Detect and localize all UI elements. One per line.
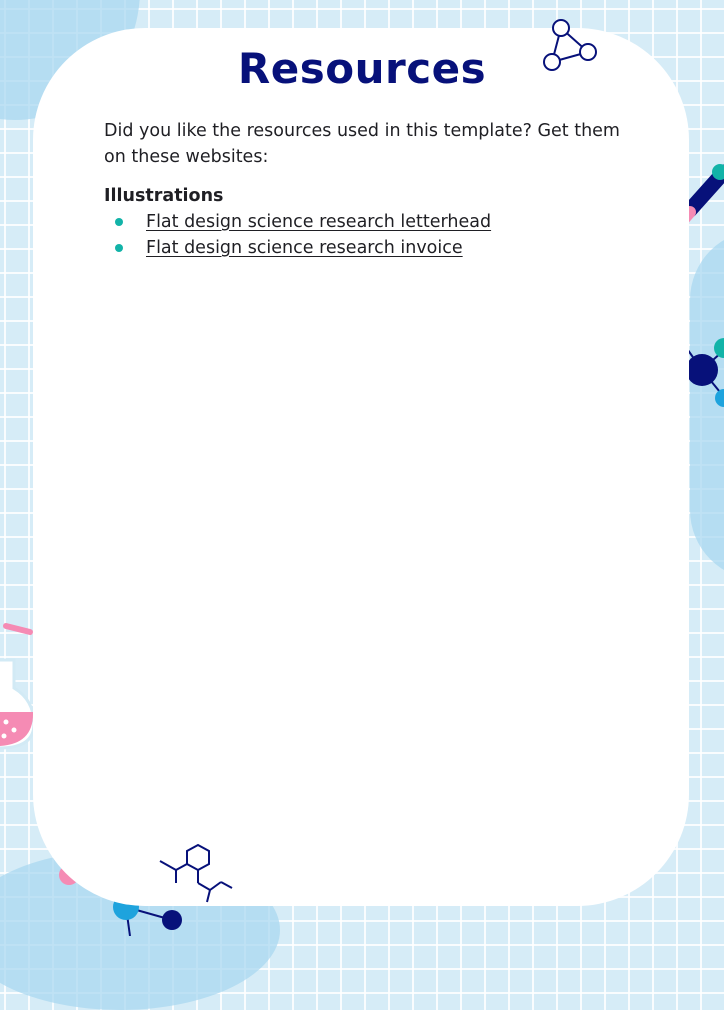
resource-link-invoice[interactable]: Flat design science research invoice (146, 238, 463, 258)
bullet-dot (115, 244, 123, 252)
list-item (104, 235, 491, 261)
page-title: Resources (237, 44, 487, 93)
resource-link-list (104, 209, 491, 261)
resource-link-letterhead[interactable]: Flat design science research letterhead (146, 212, 492, 232)
bullet-dot (115, 218, 123, 226)
intro-text: Did you like the resources used in this template? Get them on these websites: (104, 121, 620, 167)
background-blob-right (690, 230, 724, 580)
section-heading-illustrations: Illustrations (104, 186, 224, 206)
list-item (104, 209, 491, 235)
